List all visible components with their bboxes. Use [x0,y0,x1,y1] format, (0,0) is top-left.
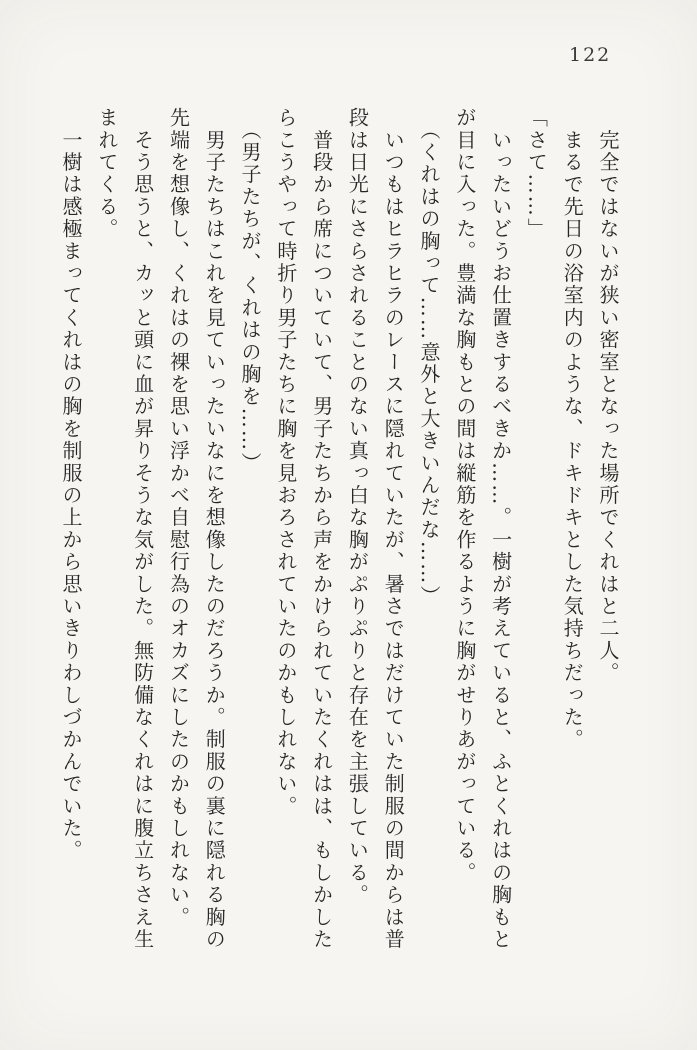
text-column-14: そう思うと、カッと頭に血が昇りそうな気がした。無防備なくれはに腹立ちさえ生 [130,107,155,951]
text-column-7: いつもはヒラヒラのレースに隠れていたが、暑さではだけていた制服の間からは普 [381,107,406,951]
text-column-9: 普段から席についていて、男子たちから声をかけられていたくれはは、もしかした [309,107,334,951]
text-column-5: が目に入った。豊満な胸もとの間は縦筋を作るように胸がせりあがっている。 [452,107,477,884]
text-column-13: 先端を想像し、くれはの裸を思い浮かべ自慰行為のオカズにしたのかもしれない。 [166,107,191,929]
text-column-8: 段は日光にさらされることのない真っ白な胸がぷりぷりと存在を主張している。 [345,107,370,907]
text-column-3: 「さて……」 [524,107,549,241]
text-column-2: まるで先日の浴室内のような、ドキドキとした気持ちだった。 [560,107,585,751]
text-column-16: 一樹は感極まってくれはの胸を制服の上から思いきりわしづかんでいた。 [59,107,84,862]
text-column-15: まれてくる。 [94,107,119,241]
text-column-10: らこうやって時折り男子たちに胸を見おろされていたのかもしれない。 [273,107,298,818]
text-column-6: （くれはの胸って……意外と大きいんだな……） [417,107,442,608]
page-number: 122 [569,44,612,66]
text-column-1: 完全ではないが狭い密室となった場所でくれはと二人。 [596,107,620,685]
body-text [52,107,625,955]
text-column-4: いったいどうお仕置きするべきか……。一樹が考えていると、ふとくれはの胸もと [488,107,513,951]
text-column-11: （男子たちが、くれはの胸を……） [238,107,263,475]
text-column-12: 男子たちはこれを見ていったいなにを想像したのだろうか。制服の裏に隠れる胸の [202,107,227,951]
